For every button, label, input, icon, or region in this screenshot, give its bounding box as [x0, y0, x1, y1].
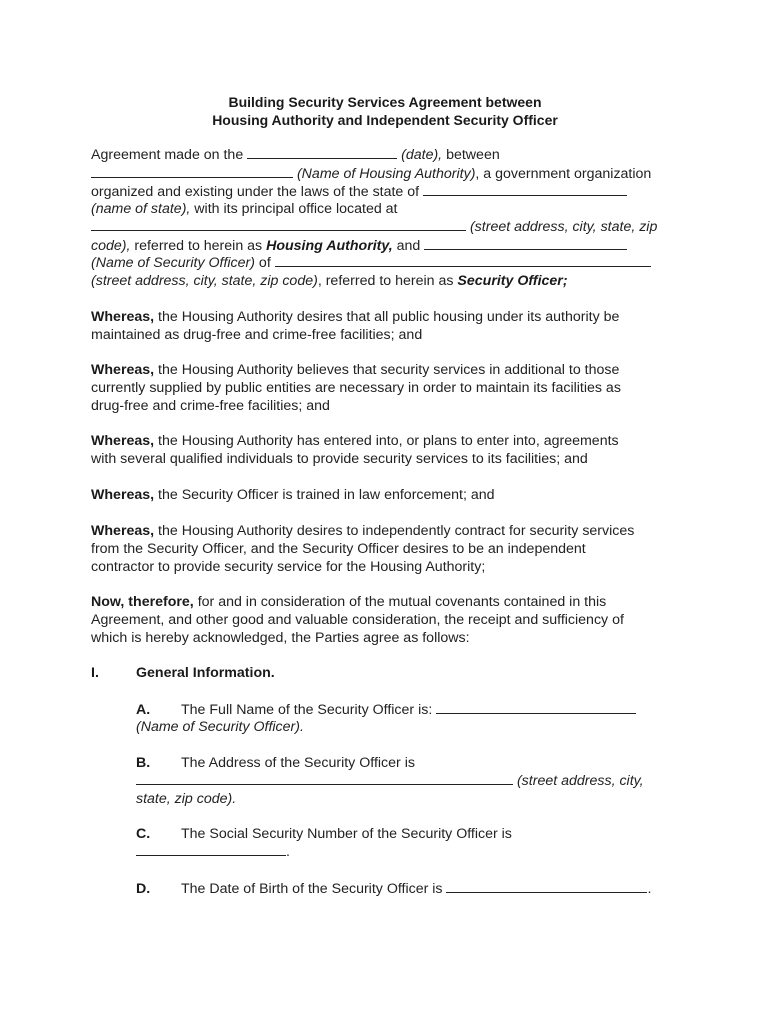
item-label: C.	[136, 826, 151, 842]
intro-text: , a government organization	[475, 166, 652, 182]
date-of-birth-blank[interactable]	[446, 879, 647, 893]
clause-text: with several qualified individuals to provide security services to its facilities; and	[91, 451, 588, 467]
title-line-1: Building Security Services Agreement between	[228, 94, 542, 110]
security-officer-hint: (Name of Security Officer)	[91, 255, 255, 271]
intro-text: organized and existing under the laws of the state of	[91, 184, 424, 200]
intro-paragraph	[91, 146, 691, 290]
intro-text: , referred to herein as	[317, 273, 458, 289]
whereas-label: Whereas,	[91, 523, 155, 539]
whereas-clause	[91, 432, 691, 468]
whereas-label: Whereas,	[91, 433, 155, 449]
whereas-clause	[91, 486, 691, 504]
whereas-clause	[91, 308, 691, 344]
document-title	[90, 93, 680, 129]
officer-address-blank[interactable]	[136, 772, 513, 785]
clause-text: maintained as drug-free and crime-free facilities; and	[91, 327, 423, 343]
title-line-2: Housing Authority and Independent Security Officer	[212, 112, 558, 128]
clause-text: contractor to provide security service for the Housing Authority;	[91, 559, 486, 575]
clause-text: which is hereby acknowledged, the Parties agree as follows:	[91, 630, 470, 646]
clause-text: for and in consideration of the mutual covenants contained in this	[193, 594, 607, 610]
section-heading-text: General Information.	[136, 665, 275, 681]
security-officer-address-blank[interactable]	[275, 254, 651, 267]
whereas-label: Whereas,	[91, 309, 155, 325]
intro-text: with its principal office located at	[190, 201, 398, 217]
whereas-label: Whereas,	[91, 362, 155, 378]
item-b	[136, 754, 696, 808]
item-text: The Full Name of the Security Officer is:	[181, 702, 437, 718]
clause-text: from the Security Officer, and the Security Officer desires to be an independent	[91, 541, 586, 557]
whereas-label: Whereas,	[91, 487, 155, 503]
item-text: The Address of the Security Officer is	[181, 755, 415, 771]
intro-text: of	[254, 255, 275, 271]
item-c	[136, 825, 696, 861]
item-label: D.	[136, 881, 151, 897]
whereas-clause	[91, 522, 691, 576]
intro-text: Agreement made on the	[91, 147, 248, 163]
item-label: B.	[136, 755, 151, 771]
item-hint: (street address, city,	[516, 773, 644, 789]
item-a	[136, 700, 696, 736]
clause-text: drug-free and crime-free facilities; and	[91, 398, 330, 414]
housing-authority-name-blank[interactable]	[91, 164, 293, 178]
item-hint: (Name of Security Officer).	[136, 719, 304, 735]
item-label: A.	[136, 702, 151, 718]
clause-text: the Security Officer is trained in law enforcement; and	[154, 487, 495, 503]
clause-text: the Housing Authority believes that security services in additional to those	[154, 362, 620, 378]
date-blank[interactable]	[247, 146, 397, 159]
security-officer-term: Security Officer;	[457, 273, 568, 289]
date-hint: (date),	[401, 147, 443, 163]
section-heading	[91, 664, 99, 682]
housing-authority-term: Housing Authority,	[266, 238, 393, 254]
section-title	[136, 664, 275, 682]
housing-authority-address-blank[interactable]	[91, 218, 466, 231]
state-hint: (name of state),	[91, 201, 191, 217]
intro-text: referred to herein as	[130, 238, 267, 254]
security-officer-name-blank[interactable]	[424, 236, 627, 250]
full-name-blank[interactable]	[436, 700, 636, 714]
section-number: I.	[91, 665, 99, 681]
housing-authority-hint: (Name of Housing Authority)	[296, 166, 476, 182]
intro-text: between	[442, 147, 500, 163]
clause-text: the Housing Authority has entered into, or plans to enter into, agreements	[154, 433, 619, 449]
state-blank[interactable]	[423, 182, 627, 196]
clause-text: Agreement, and other good and valuable consideration, the receipt and sufficiency of	[91, 612, 624, 628]
clause-text: the Housing Authority desires to independently contract for security services	[154, 523, 635, 539]
now-therefore-clause	[91, 593, 691, 647]
item-hint: state, zip code).	[136, 791, 237, 807]
item-text: The Date of Birth of the Security Officer is	[181, 881, 447, 897]
whereas-clause	[91, 361, 691, 415]
item-d	[136, 879, 696, 897]
intro-text: and	[392, 238, 425, 254]
address-hint: (street address, city, state, zip	[469, 219, 658, 235]
address-hint: code),	[91, 238, 131, 254]
item-text: .	[647, 881, 652, 897]
ssn-blank[interactable]	[136, 843, 286, 856]
clause-text: currently supplied by public entities are necessary in order to maintain its facilities as	[91, 380, 621, 396]
item-text: .	[286, 844, 290, 860]
address-hint: (street address, city, state, zip code)	[91, 273, 318, 289]
now-therefore-label: Now, therefore,	[91, 594, 194, 610]
clause-text: the Housing Authority desires that all public housing under its authority be	[154, 309, 620, 325]
item-text: The Social Security Number of the Security Officer is	[181, 826, 512, 842]
